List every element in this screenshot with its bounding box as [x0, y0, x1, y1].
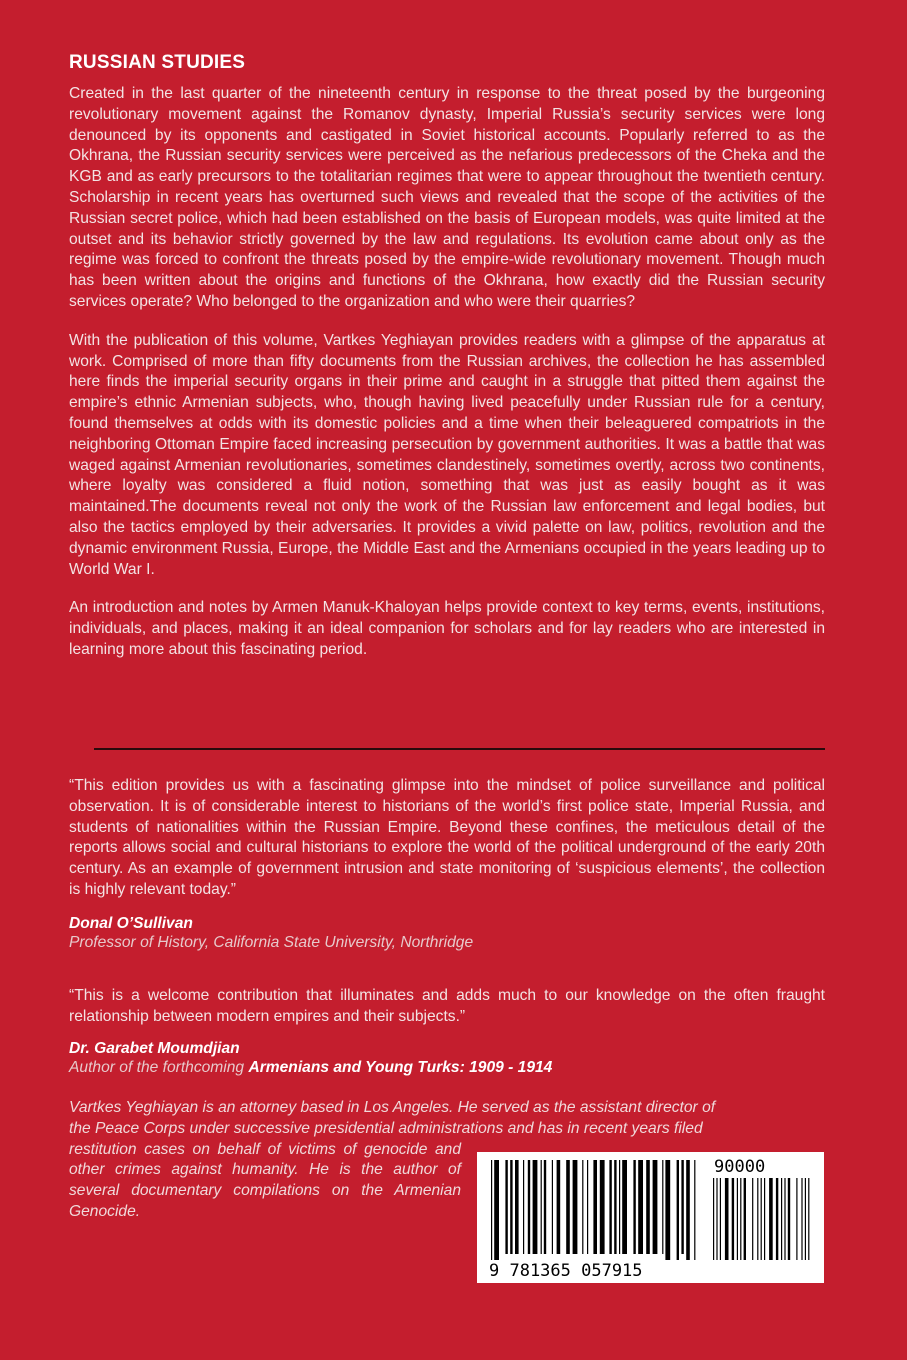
- main-barcode-bars: [491, 1160, 695, 1260]
- barcode-bar: [646, 1160, 650, 1254]
- description-paragraph-3: An introduction and notes by Armen Manuk-Khaloyan helps provide context to key terms, events, institutions, individuals, and places, making it an ideal companion for scholars and for lay readers who are interested in learning more about this fascinating period.: [69, 599, 825, 658]
- endorsement-2-role: [69, 1058, 825, 1078]
- barcode-bar: [600, 1160, 605, 1254]
- endorsement-1-text: “This edition provides us with a fascinating glimpse into the mindset of police surveillance and political observation. It is of considerable interest to historians of the world’s first police state, Imperial Russia, and students of nationalities within the Russian Empire. Beyond these confines, the meticulous detail of the reports allows social and cultural historians to explore the world of the political underground of the early 20th century. As an example of government intrusion and state monitoring of ‘suspicious elements’, the collection is highly relevant today.”: [69, 777, 825, 898]
- description-paragraph-2: With the publication of this volume, Vartkes Yeghiayan provides readers with a glimpse of the apparatus at work. Comprised of more than fifty documents from the Russian archives, the collection he has assembled here finds the imperial security organs in their prime and caught in a struggle that pitted them against the empire’s ethnic Armenian subjects, who, though having lived peacefully under Russian rule for a century, found themselves at odds with its domestic policies and a time when their beleaguered compatriots in the neighboring Ottoman Empire faced increasing persecution by government authorities. It was a battle that was waged against Armenian revolutionaries, sometimes clandestinely, sometimes overtly, across two continents, where loyalty was considered a fluid notion, something that was just as easily bought as it was maintained.The documents reveal not only the work of the Russian law enforcement and legal bodies, but also the tactics employed by their adversaries. It provides a vivid palette on law, politics, revolution and the dynamic environment Russia, Europe, the Middle East and the Armenians occupied in the years leading up to World War I.: [69, 331, 825, 578]
- barcode-bar: [665, 1160, 670, 1260]
- barcode-bar: [614, 1160, 616, 1254]
- endorsement-1-author: Donal O’Sullivan: [69, 914, 193, 932]
- barcode-bar: [662, 1160, 663, 1254]
- barcode-bar: [557, 1160, 561, 1254]
- barcode-graphic: [477, 1152, 824, 1283]
- addon-bar: [805, 1178, 806, 1260]
- addon-bar: [796, 1178, 797, 1260]
- endorsement-1: [69, 776, 825, 953]
- barcode-bar: [541, 1160, 542, 1254]
- barcode-bar: [523, 1160, 524, 1254]
- addon-bar: [740, 1178, 741, 1260]
- barcode-bar: [582, 1160, 583, 1254]
- barcode-bar: [677, 1160, 679, 1260]
- addon-bar: [720, 1178, 721, 1260]
- addon-bar: [769, 1178, 773, 1260]
- author-bio-line-1: Vartkes Yeghiayan is an attorney based in Los Angeles. He served as the assistant director of: [69, 1099, 716, 1116]
- barcode-bar: [633, 1160, 635, 1254]
- endorsement-2-role-prefix: Author of the forthcoming: [69, 1058, 249, 1076]
- description-paragraph-1: Created in the last quarter of the nineteenth century in response to the threat posed by the burgeoning revolutionary movement against the Romanov dynasty, Imperial Russia’s security services were long denounced by its opponents and castigated in Soviet historical accounts. Popularly referred to as the Okhrana, the Russian security services were perceived as the nefarious predecessors of the Cheka and the KGB and as early precursors to the totalitarian regimes that were to appear throughout the twentieth century. Scholarship in recent years has overturned such views and revealed that the scope of the activities of the Russian secret police, which had been established on the basis of European models, was quite limited at the outset and its behavior strictly governed by the law and regulations. Its evolution came about only as the regime was forced to confront the threats posed by the empire-wide revolutionary movement. Though much has been written about the origins and functions of the Okhrana, how exactly did the Russian security services operate? Who belonged to the organization and who were their quarries?: [69, 85, 825, 310]
- isbn-barcode: [477, 1152, 824, 1283]
- barcode-bar: [622, 1160, 627, 1254]
- barcode-bar: [510, 1160, 512, 1254]
- isbn-number-text: 9 781365 057915: [489, 1261, 643, 1281]
- addon-bar: [732, 1178, 734, 1260]
- barcode-bar: [505, 1160, 507, 1254]
- endorsement-2-book-title: Armenians and Young Turks: 1909 - 1914: [248, 1058, 553, 1076]
- divider-rule: [94, 748, 825, 750]
- addon-bar: [737, 1178, 738, 1260]
- barcode-bar: [587, 1160, 588, 1254]
- author-bio-rest: restitution cases on behalf of victims of genocide and other crimes against humanity. He is the author of several documentary compilations on the Armenian Genocide.: [69, 1140, 461, 1220]
- barcode-bar: [515, 1160, 519, 1254]
- addon-bar: [788, 1178, 790, 1260]
- addon-bar: [725, 1178, 729, 1260]
- endorsement-1-role: Professor of History, California State University, Northridge: [69, 933, 474, 951]
- addon-bar: [764, 1178, 765, 1260]
- addon-bar: [808, 1178, 809, 1260]
- addon-barcode-bars: [713, 1178, 809, 1260]
- addon-bar: [781, 1178, 782, 1260]
- addon-bar: [744, 1178, 746, 1260]
- endorsement-2: [69, 986, 825, 1078]
- addon-bar: [776, 1178, 778, 1260]
- author-bio-line-2: the Peace Corps under successive presidential administrations and has in recent years filed: [69, 1119, 703, 1137]
- barcode-bar: [573, 1160, 578, 1254]
- barcode-bar: [552, 1160, 553, 1254]
- barcode-bar: [681, 1160, 683, 1254]
- barcode-bar: [609, 1160, 611, 1254]
- barcode-bar: [653, 1160, 658, 1254]
- barcode-bar: [491, 1160, 492, 1260]
- addon-bar: [801, 1178, 802, 1260]
- description-section: [69, 52, 825, 679]
- price-code-text: 90000: [714, 1157, 766, 1177]
- series-heading: RUSSIAN STUDIES: [69, 52, 246, 73]
- barcode-bar: [686, 1160, 690, 1260]
- barcode-bar: [533, 1160, 538, 1254]
- barcode-bar: [528, 1160, 530, 1254]
- barcode-bar: [694, 1160, 695, 1260]
- barcode-bar: [566, 1160, 570, 1254]
- barcode-bar: [619, 1160, 620, 1254]
- barcode-bar: [494, 1160, 499, 1260]
- barcode-bar: [638, 1160, 643, 1254]
- addon-bar: [752, 1178, 753, 1260]
- addon-bar: [761, 1178, 762, 1260]
- endorsement-2-text: “This is a welcome contribution that illuminates and adds much to our knowledge on the often fraught relationship between modern empires and their subjects.”: [69, 987, 825, 1025]
- addon-bar: [757, 1178, 758, 1260]
- addon-bar: [716, 1178, 717, 1260]
- endorsement-2-author: Dr. Garabet Moumdjian: [69, 1039, 240, 1057]
- addon-bar: [784, 1178, 785, 1260]
- barcode-bar: [593, 1160, 597, 1254]
- barcode-bar: [544, 1160, 546, 1254]
- addon-bar: [713, 1178, 714, 1260]
